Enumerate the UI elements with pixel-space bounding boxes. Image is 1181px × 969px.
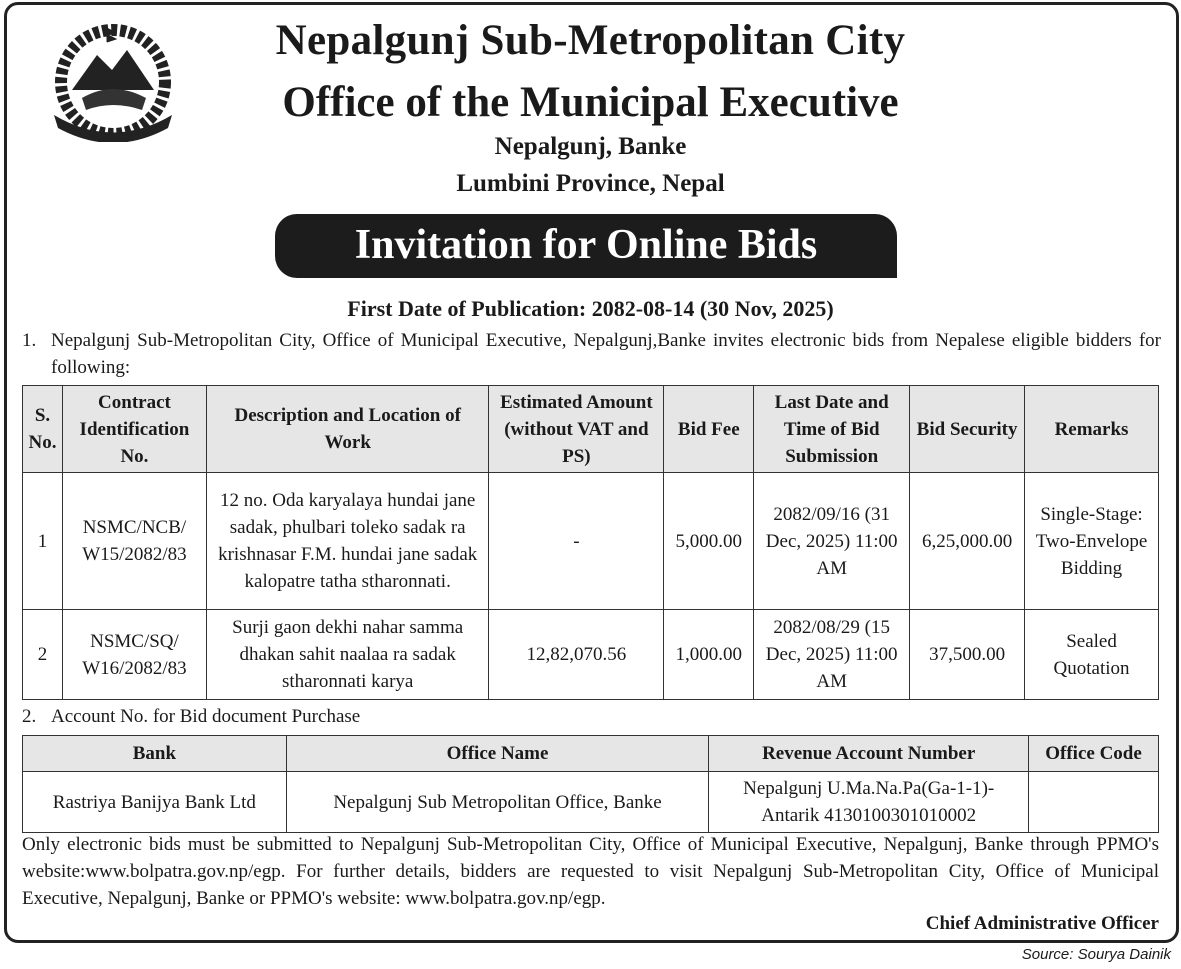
- cell: Nepalgunj Sub Metropolitan Office, Banke: [286, 772, 709, 833]
- item-text: Nepalgunj Sub-Metropolitan City, Office of Municipal Executive, Nepalgunj,Banke invites electronic bids from Nepalese eligible bidders for following:: [51, 330, 1161, 378]
- cell: Sealed Quotation: [1025, 610, 1159, 700]
- submission-instructions: Only electronic bids must be submitted to Nepalgunj Sub-Metropolitan City, Office of Municipal Executive, Nepalgunj, Banke through PPMO's website:www.bolpatra.gov.np/egp. For further details, bidders are requested to visit Nepalgunj Sub-Metropolitan City, Office of Municipal Executive, Nepalgunj, Banke or PPMO's website: www.bolpatra.gov.np/egp.: [22, 834, 1159, 909]
- item-number: 2.: [22, 706, 37, 727]
- column-header: Bid Fee: [664, 386, 754, 473]
- column-header: Bid Security: [910, 386, 1025, 473]
- column-header: S. No.: [23, 386, 63, 473]
- location: Nepalgunj, Banke: [494, 133, 687, 160]
- notice-banner: Invitation for Online Bids: [275, 214, 897, 278]
- province: Lumbini Province, Nepal: [456, 170, 725, 197]
- cell: 37,500.00: [910, 610, 1025, 700]
- cell: Nepalgunj U.Ma.Na.Pa(Ga-1-1)- Antarik 4130100301010002: [709, 772, 1029, 833]
- cell: 12,82,070.56: [489, 610, 664, 700]
- cell: 2: [23, 610, 63, 700]
- column-header: Last Date and Time of Bid Submission: [754, 386, 910, 473]
- table-row: [23, 772, 1159, 833]
- table-header-row: [23, 386, 1159, 473]
- table-row: [23, 473, 1159, 610]
- item-number: 1.: [22, 330, 37, 351]
- city-title: Nepalgunj Sub-Metropolitan City: [275, 17, 906, 64]
- cell: 2082/08/29 (15 Dec, 2025) 11:00 AM: [754, 610, 910, 700]
- account-table: [22, 735, 1159, 833]
- column-header: Office Code: [1029, 736, 1159, 772]
- cell: Surji gaon dekhi nahar samma dhakan sahit naalaa ra sadak stharonnati karya: [206, 610, 489, 700]
- column-header: Office Name: [286, 736, 709, 772]
- column-header: Revenue Account Number: [709, 736, 1029, 772]
- source-credit: Source: Sourya Dainik: [1021, 946, 1171, 963]
- signatory: Chief Administrative Officer: [925, 913, 1159, 934]
- cell: 12 no. Oda karyalaya hundai jane sadak, phulbari toleko sadak ra krishnasar F.M. hundai jane sadak kalopatre tatha stharonnati.: [206, 473, 489, 610]
- column-header: Estimated Amount (without VAT and PS): [489, 386, 664, 473]
- cell: 1,000.00: [664, 610, 754, 700]
- cell: NSMC/NCB/ W15/2082/83: [62, 473, 206, 610]
- column-header: Contract Identification No.: [62, 386, 206, 473]
- cell: 2082/09/16 (31 Dec, 2025) 11:00 AM: [754, 473, 910, 610]
- item-text: Account No. for Bid document Purchase: [51, 706, 361, 727]
- cell: 1: [23, 473, 63, 610]
- cell: 6,25,000.00: [910, 473, 1025, 610]
- cell: NSMC/SQ/ W16/2082/83: [62, 610, 206, 700]
- cell: -: [489, 473, 664, 610]
- bids-table: [22, 385, 1159, 700]
- cell: 5,000.00: [664, 473, 754, 610]
- cell: Single-Stage: Two-Envelope Bidding: [1025, 473, 1159, 610]
- column-header: Remarks: [1025, 386, 1159, 473]
- cell: [1029, 772, 1159, 833]
- cell: Rastriya Banijya Bank Ltd: [23, 772, 287, 833]
- table-row: [23, 610, 1159, 700]
- column-header: Bank: [23, 736, 287, 772]
- office-title: Office of the Municipal Executive: [282, 79, 899, 126]
- column-header: Description and Location of Work: [206, 386, 489, 473]
- table-header-row: [23, 736, 1159, 772]
- publication-date: First Date of Publication: 2082-08-14 (30 Nov, 2025): [347, 296, 834, 321]
